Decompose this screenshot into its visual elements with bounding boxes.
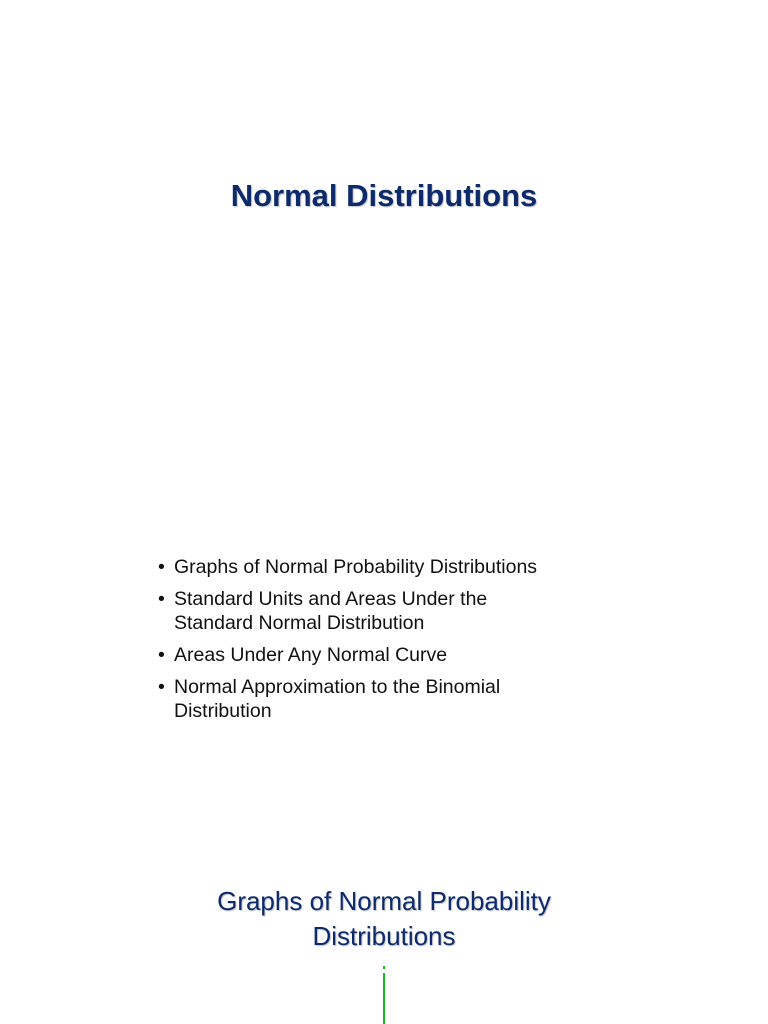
list-item-text: Normal Approximation to the Binomial (174, 676, 501, 698)
slide-title: Normal Distributions (230, 178, 538, 213)
slide-title-line: Graphs of Normal Probability (217, 886, 551, 916)
bullet-marker: • (158, 644, 165, 666)
list-item-text: Graphs of Normal Probability Distributions (174, 556, 538, 578)
slide-graphs-of-normal (0, 860, 768, 1024)
bullet-marker: • (158, 556, 165, 578)
curve-axis-tick (383, 966, 385, 969)
list-item (158, 675, 628, 723)
list-item-text: Areas Under Any Normal Curve (174, 644, 448, 666)
curve-axis-line (383, 973, 385, 1024)
list-item-text: Standard Units and Areas Under the (174, 588, 488, 610)
list-item-text-continued: Distribution (174, 700, 272, 722)
list-item (158, 555, 628, 579)
slide-title-line: Distributions (312, 921, 456, 951)
bullet-marker: • (158, 676, 165, 698)
list-item (158, 643, 628, 667)
list-item-text-continued: Standard Normal Distribution (174, 612, 425, 634)
slide-title (0, 884, 768, 954)
topic-list (158, 555, 628, 731)
bullet-marker: • (158, 588, 165, 610)
list-item (158, 587, 628, 635)
